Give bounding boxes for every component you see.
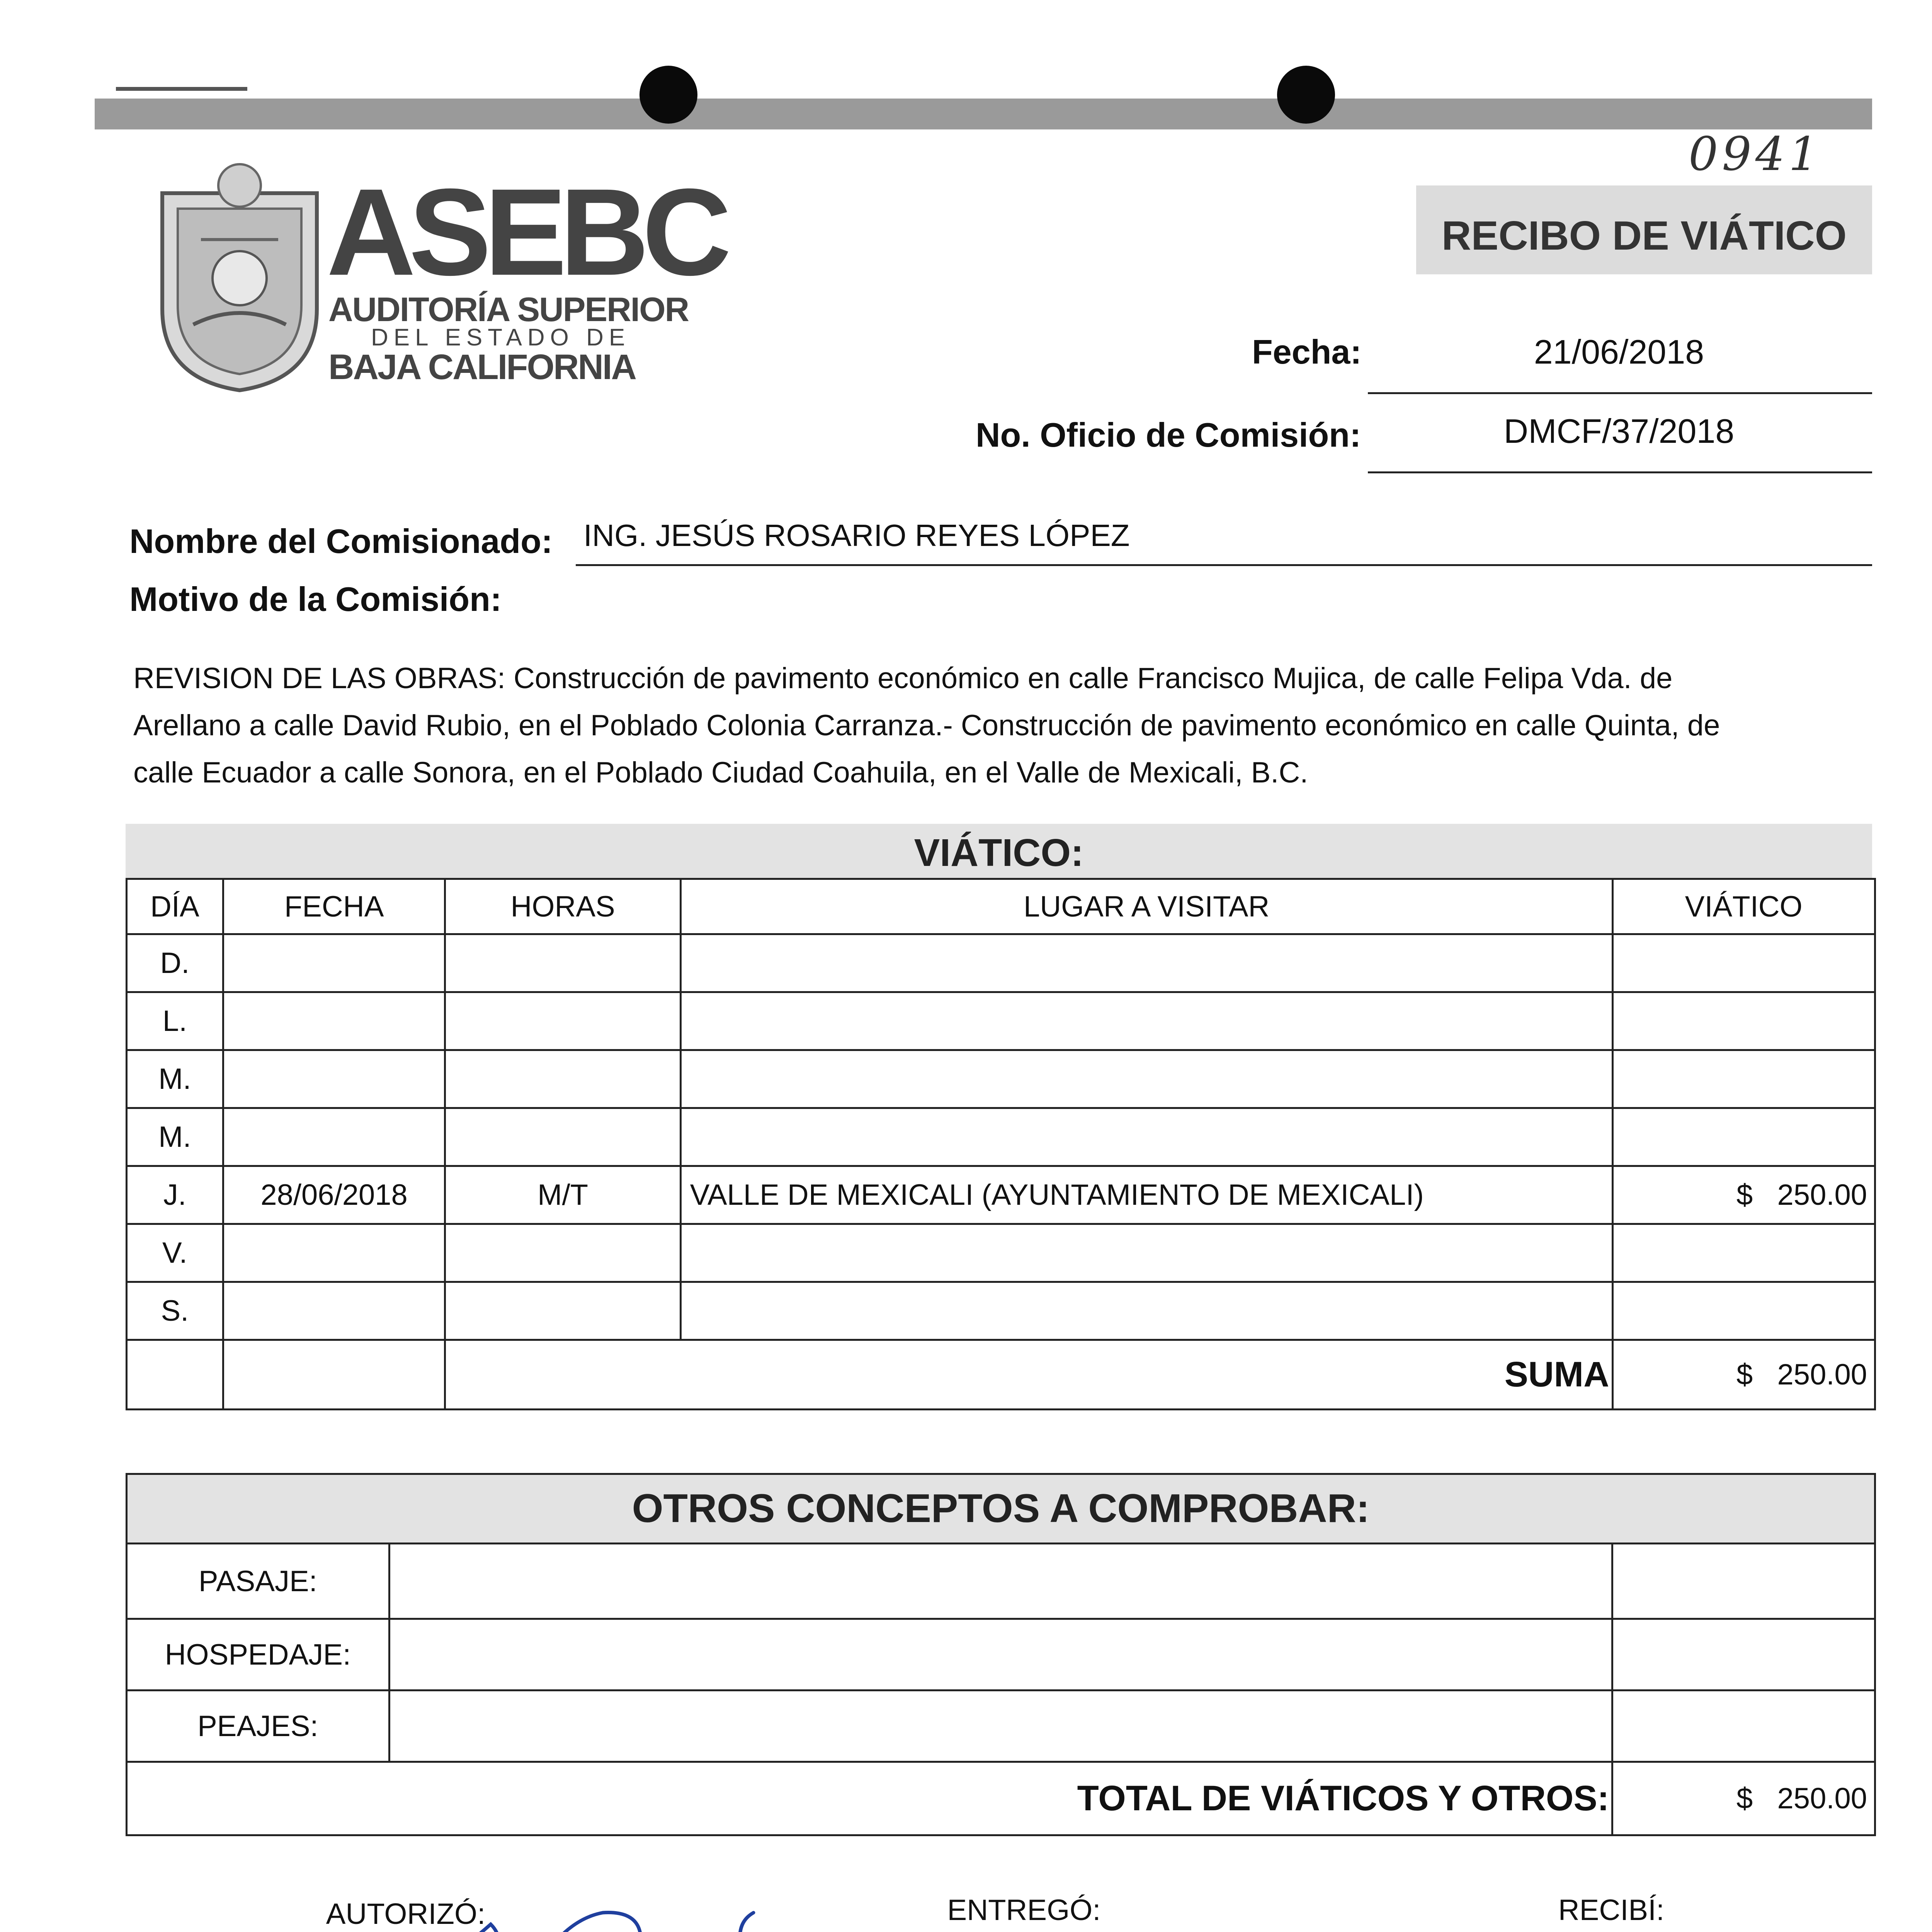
cell-lugar (680, 1224, 1612, 1282)
table-row (127, 1282, 1875, 1340)
cell-dia: M. (127, 1050, 223, 1108)
page-title: RECIBO DE VIÁTICO (1441, 213, 1847, 259)
title-box (1416, 185, 1872, 274)
motivo-text (133, 655, 1872, 796)
cell-viatico (1612, 934, 1875, 992)
peajes-detalle (389, 1690, 1612, 1762)
cell-fecha: 28/06/2018 (223, 1166, 445, 1224)
viatico-heading-band (126, 824, 1872, 878)
cell-fecha (223, 1224, 445, 1282)
peajes-label: PEAJES: (127, 1690, 389, 1762)
cell-empty (223, 1340, 445, 1410)
cell-lugar: VALLE DE MEXICALI (AYUNTAMIENTO DE MEXICALI) (680, 1166, 1612, 1224)
motivo-line-1: REVISION DE LAS OBRAS: Construcción de pavimento económico en calle Francisco Mujica, de calle Felipa Vda. de (133, 662, 1673, 695)
cell-lugar (680, 1108, 1612, 1166)
top-left-mark (116, 87, 247, 91)
otros-row-hospedaje (127, 1619, 1875, 1690)
hospedaje-detalle (389, 1619, 1612, 1690)
hospedaje-monto (1612, 1619, 1875, 1690)
logo-line3: BAJA CALIFORNIA (328, 347, 636, 387)
nombre-value: ING. JESÚS ROSARIO REYES LÓPEZ (583, 518, 1130, 553)
peajes-monto (1612, 1690, 1875, 1762)
table-row (127, 1050, 1875, 1108)
total-row (127, 1762, 1875, 1835)
cell-dia: J. (127, 1166, 223, 1224)
col-viatico: VIÁTICO (1612, 879, 1875, 934)
oficio-value: DMCF/37/2018 (1503, 412, 1735, 450)
punch-hole-right (1277, 66, 1335, 124)
cell-viatico (1612, 992, 1875, 1050)
seal-icon (155, 162, 325, 394)
punch-hole-left (639, 66, 697, 124)
autorizo-heading: AUTORIZÓ: (326, 1898, 486, 1930)
oficio-underline (1368, 471, 1872, 473)
cell-lugar (680, 992, 1612, 1050)
col-lugar: LUGAR A VISITAR (680, 879, 1612, 934)
cell-viatico (1612, 1108, 1875, 1166)
fecha-label: Fecha: (1252, 333, 1362, 371)
logo-line2: DEL ESTADO DE (371, 324, 631, 351)
logo-line1: AUDITORÍA SUPERIOR (328, 290, 689, 328)
viatico-table (126, 878, 1876, 1410)
pasaje-monto (1612, 1544, 1875, 1619)
cell-dia: V. (127, 1224, 223, 1282)
table-row (127, 934, 1875, 992)
nombre-label: Nombre del Comisionado: (129, 522, 553, 560)
otros-row-peajes (127, 1690, 1875, 1762)
cell-fecha (223, 992, 445, 1050)
motivo-line-3: calle Ecuador a calle Sonora, en el Poblado Ciudad Coahuila, en el Valle de Mexicali, B.C. (133, 756, 1308, 789)
cell-dia: D. (127, 934, 223, 992)
cell-viatico (1612, 1224, 1875, 1282)
pasaje-label: PASAJE: (127, 1544, 389, 1619)
otros-table (126, 1473, 1876, 1836)
cell-dia: S. (127, 1282, 223, 1340)
otros-row-pasaje (127, 1544, 1875, 1619)
cell-fecha (223, 1282, 445, 1340)
recibi-heading: RECIBÍ: (1558, 1894, 1665, 1927)
col-horas: HORAS (445, 879, 680, 934)
table-row (127, 1166, 1875, 1224)
total-label: TOTAL DE VIÁTICOS Y OTROS: (127, 1762, 1612, 1835)
hospedaje-label: HOSPEDAJE: (127, 1619, 389, 1690)
table-row (127, 1224, 1875, 1282)
logo (155, 162, 725, 394)
cell-empty (127, 1340, 223, 1410)
otros-heading: OTROS CONCEPTOS A COMPROBAR: (127, 1474, 1875, 1544)
cell-horas (445, 934, 680, 992)
cell-dia: M. (127, 1108, 223, 1166)
table-row (127, 992, 1875, 1050)
cell-horas: M/T (445, 1166, 680, 1224)
col-dia: DÍA (127, 879, 223, 934)
cell-fecha (223, 1050, 445, 1108)
cell-fecha (223, 934, 445, 992)
nombre-underline (576, 564, 1872, 566)
entrego-heading: ENTREGÓ: (947, 1894, 1101, 1927)
pasaje-detalle (389, 1544, 1612, 1619)
fecha-value: 21/06/2018 (1534, 333, 1704, 371)
viatico-heading: VIÁTICO: (914, 831, 1084, 874)
suma-value: $ 250.00 (1612, 1340, 1875, 1410)
motivo-line-2: Arellano a calle David Rubio, en el Poblado Colonia Carranza.- Construcción de pavimento económico en calle Quinta, de (133, 709, 1720, 742)
cell-lugar (680, 934, 1612, 992)
col-fecha: FECHA (223, 879, 445, 934)
cell-horas (445, 1050, 680, 1108)
motivo-label: Motivo de la Comisión: (129, 580, 502, 618)
cell-viatico (1612, 1050, 1875, 1108)
cell-horas (445, 1108, 680, 1166)
cell-lugar (680, 1282, 1612, 1340)
cell-fecha (223, 1108, 445, 1166)
logo-acronym: ASEBC (327, 163, 725, 301)
cell-horas (445, 1224, 680, 1282)
cell-viatico: $ 250.00 (1612, 1166, 1875, 1224)
table-row (127, 1108, 1875, 1166)
otros-heading-row (127, 1474, 1875, 1544)
cell-horas (445, 992, 680, 1050)
oficio-label: No. Oficio de Comisión: (976, 416, 1361, 454)
viatico-header-row (127, 879, 1875, 934)
total-value: $ 250.00 (1612, 1762, 1875, 1835)
cell-lugar (680, 1050, 1612, 1108)
fecha-underline (1368, 392, 1872, 394)
cell-viatico (1612, 1282, 1875, 1340)
cell-dia: L. (127, 992, 223, 1050)
suma-row (127, 1340, 1875, 1410)
suma-label: SUMA (445, 1340, 1612, 1410)
handwritten-number: 0941 (1689, 128, 1822, 181)
top-bar (95, 99, 1872, 129)
cell-horas (445, 1282, 680, 1340)
